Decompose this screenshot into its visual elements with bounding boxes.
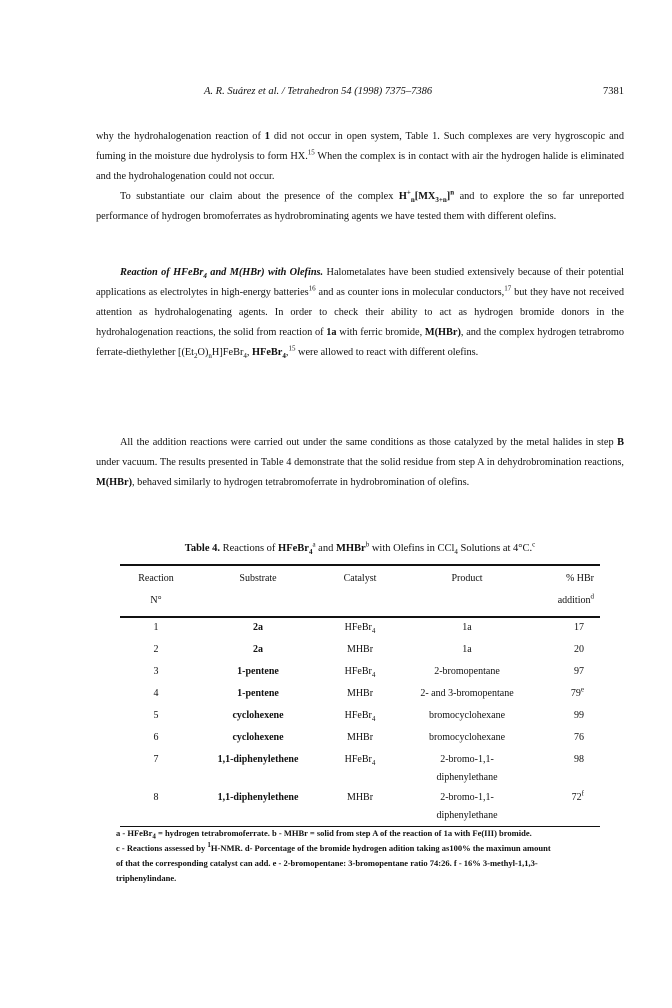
paragraph-2 xyxy=(96,187,624,227)
heading-text: and M(HBr) with Olefins. xyxy=(206,267,324,278)
formula-sub: 4 xyxy=(282,352,286,361)
cell-pct xyxy=(538,788,600,827)
text: with ferric bromide, xyxy=(336,327,425,338)
cell-catalyst xyxy=(324,684,396,706)
caption-sup: c xyxy=(532,540,536,549)
cell-pct xyxy=(538,706,600,728)
cell-substrate: cyclohexene xyxy=(232,710,284,721)
text: Halometalates have been studied extensively because of their potential applications as electrolytes in high-energy batteries xyxy=(96,267,625,298)
compound-ref: M(HBr) xyxy=(424,327,461,338)
table-body xyxy=(120,617,600,827)
footnote-sub: 4 xyxy=(152,832,156,841)
cell-catalyst xyxy=(324,662,396,684)
cell-pct xyxy=(538,728,600,750)
footnote-line: of that the corresponding catalyst can add. e - 2-bromopentane: 3-bromopentane ratio 74:26. f - 16% 3-methyl-1,1,3- xyxy=(116,858,538,868)
cell-reaction-no: 8 xyxy=(120,788,192,827)
pct-text: 98 xyxy=(574,754,584,765)
product-text-2: diphenylethane xyxy=(436,772,498,783)
caption-text: with Olefins in CCl xyxy=(369,543,455,554)
page-number: 7381 xyxy=(603,86,624,97)
cell-reaction-no: 6 xyxy=(153,732,159,743)
text: and as counter ions in molecular conductors, xyxy=(315,287,505,298)
caption-formula: HFeBr xyxy=(278,543,309,554)
cell-substrate: 2a xyxy=(253,622,263,633)
cell-product xyxy=(396,750,538,788)
caption-formula: MHBr xyxy=(335,543,366,554)
header-sup: d xyxy=(590,592,594,601)
text: why the hydrohalogenation reaction of xyxy=(96,131,265,142)
cell-substrate: 1,1-diphenylethene xyxy=(192,788,324,827)
cell-pct xyxy=(538,750,600,788)
footnote-text: c - Reactions assessed by xyxy=(116,843,208,853)
col-header-pct: % HBr xyxy=(538,565,600,591)
catalyst-sub: 4 xyxy=(371,627,376,635)
cell-catalyst xyxy=(324,750,396,788)
table-footnotes xyxy=(116,826,616,886)
product-text: bromocyclohexane xyxy=(428,710,506,721)
cell-reaction-no: 2 xyxy=(153,644,159,655)
step-ref: B xyxy=(617,437,624,448)
catalyst-text: MHBr xyxy=(346,732,374,743)
cell-catalyst xyxy=(324,617,396,640)
cell-pct xyxy=(538,662,600,684)
footnote-text: a - HFeBr xyxy=(116,828,153,838)
cell-pct xyxy=(538,640,600,662)
catalyst-text: MHBr xyxy=(346,792,374,803)
catalyst-text: HFeBr xyxy=(344,622,372,633)
cell-catalyst xyxy=(324,640,396,662)
text: O) xyxy=(197,347,209,358)
text: To substantiate our claim about the presence of the complex xyxy=(120,191,399,202)
table-row xyxy=(120,788,600,827)
cell-product xyxy=(396,728,538,750)
formula-sub: 3+n xyxy=(435,196,447,205)
cell-substrate: 1,1-diphenylethene xyxy=(217,754,299,765)
table-row xyxy=(120,750,600,788)
cell-catalyst xyxy=(324,728,396,750)
pct-sup: e xyxy=(580,685,584,694)
compound-ref: M(HBr) xyxy=(96,477,133,488)
product-text: bromocyclohexane xyxy=(428,732,506,743)
pct-sup: f xyxy=(581,789,584,798)
col-header-reaction-no: N° xyxy=(120,591,192,617)
cell-reaction-no: 3 xyxy=(153,666,159,677)
formula-sub: n xyxy=(410,196,415,205)
footnote-text: H-NMR. d- Porcentage of the bromide hydrogen adition taking as100% the maximun amount xyxy=(210,843,551,853)
citation: 15 xyxy=(288,344,296,353)
catalyst-text: HFeBr xyxy=(344,754,372,765)
text: , and the complex hydrogen tetrabromo ferrate-diethylether [(Et xyxy=(96,327,625,358)
citation: 17 xyxy=(504,284,512,293)
heading-text: Reaction of HFeBr xyxy=(120,267,204,278)
product-text: 1a xyxy=(462,622,472,633)
compound-ref: 1 xyxy=(264,131,270,142)
catalyst-text: MHBr xyxy=(346,644,374,655)
formula-sub: 2 xyxy=(194,352,198,361)
caption-text: and xyxy=(315,543,336,554)
product-text: 2-bromo-1,1- xyxy=(440,792,494,803)
caption-sub: 4 xyxy=(454,548,458,557)
catalyst-sub: 4 xyxy=(371,671,376,679)
product-text: 2-bromo-1,1- xyxy=(440,754,494,765)
col-header-reaction: Reaction xyxy=(120,565,192,591)
text: and to explore the so far unreported performance of hydrogen bromoferrates as hydrobrominating agents we have tested them with different olefins. xyxy=(96,191,624,222)
text: under vacuum. The results presented in Table 4 demonstrate that the solid residue from step A in dehydrobromination reactions, xyxy=(96,457,624,468)
col-header-product: Product xyxy=(396,565,538,591)
formula-sub: 4 xyxy=(243,352,247,361)
table-row xyxy=(120,728,600,750)
text: When the complex is in contact with air the hydrogen halide is eliminated and the hydrohalogenation could not occur. xyxy=(96,151,624,182)
citation: 15 xyxy=(307,148,315,157)
text: were allowed to react with different olefins. xyxy=(295,347,479,358)
pct-text: 79 xyxy=(570,688,581,699)
heading-sub: 4 xyxy=(203,272,207,281)
compound-ref: 1a xyxy=(326,327,337,338)
table-row xyxy=(120,617,600,640)
col-header-substrate: Substrate xyxy=(192,565,324,591)
cell-pct xyxy=(538,617,600,640)
cell-pct xyxy=(538,684,600,706)
formula-sub: n xyxy=(208,352,212,361)
paragraph-4 xyxy=(96,433,624,493)
cell-reaction-no: 1 xyxy=(153,622,159,633)
catalyst-sub: 4 xyxy=(371,759,376,767)
text: All the addition reactions were carried out under the same conditions as those catalyzed by the metal halides in step xyxy=(120,437,618,448)
formula: H xyxy=(398,191,407,202)
text: but they have not received attention as hydrohalogenating agents. In order to check their ability to act as hydrogen bromide donors in the hydrohalogenation reactions, the solid from reaction of xyxy=(96,287,624,338)
catalyst-text: HFeBr xyxy=(344,666,372,677)
pct-text: 76 xyxy=(574,732,584,743)
header-text: addition xyxy=(557,595,591,606)
cell-substrate: cyclohexene xyxy=(232,732,284,743)
running-head: A. R. Suárez et al. / Tetrahedron 54 (1998) 7375–7386 xyxy=(204,86,433,97)
formula: [MX xyxy=(414,191,436,202)
caption-sub: 4 xyxy=(308,548,313,557)
catalyst-text: HFeBr xyxy=(344,710,372,721)
text: , xyxy=(246,347,253,358)
cell-catalyst xyxy=(324,788,396,827)
cell-reaction-no: 5 xyxy=(153,710,159,721)
text: H]FeBr xyxy=(211,347,244,358)
cell-reaction-no: 4 xyxy=(153,688,159,699)
cell-product xyxy=(396,662,538,684)
text: , xyxy=(285,347,289,358)
caption-text: Reactions of xyxy=(220,543,279,554)
cell-catalyst xyxy=(324,706,396,728)
formula-sup: + xyxy=(406,188,411,197)
product-text: 2-bromopentane xyxy=(434,666,500,677)
results-table xyxy=(120,564,600,827)
paragraph-1 xyxy=(96,127,624,187)
cell-product xyxy=(396,617,538,640)
col-header-addition xyxy=(538,591,600,617)
product-text: 2- and 3-bromopentane xyxy=(420,688,514,699)
formula: ] xyxy=(446,191,451,202)
col-header-empty xyxy=(396,591,538,617)
cell-product xyxy=(396,706,538,728)
cell-substrate: 1-pentene xyxy=(237,688,279,699)
pct-text: 99 xyxy=(574,710,584,721)
section-heading xyxy=(120,267,324,281)
formula-sup: n xyxy=(450,188,455,197)
caption-text: Solutions at 4°C. xyxy=(457,543,533,554)
table-row xyxy=(120,640,600,662)
pct-text: 20 xyxy=(574,644,584,655)
caption-sup: a xyxy=(312,540,316,549)
cell-product xyxy=(396,684,538,706)
pct-text: 72 xyxy=(571,792,582,803)
catalyst-text: MHBr xyxy=(346,688,374,699)
text: , behaved similarly to hydrogen tetrabromoferrate in hydrobromination of olefins. xyxy=(132,477,470,488)
footnote-line xyxy=(116,826,616,841)
cell-product xyxy=(396,640,538,662)
pct-text: 97 xyxy=(574,666,584,677)
col-header-empty xyxy=(192,591,324,617)
product-text-2: diphenylethane xyxy=(436,810,498,821)
paragraph-3 xyxy=(96,263,624,363)
product-text: 1a xyxy=(462,644,472,655)
table-row xyxy=(120,662,600,684)
citation: 16 xyxy=(308,284,316,293)
catalyst-sub: 4 xyxy=(371,715,376,723)
cell-substrate: 1-pentene xyxy=(237,666,279,677)
caption-sup: b xyxy=(365,540,370,549)
table-4 xyxy=(96,540,624,827)
cell-product xyxy=(396,788,538,827)
text: did not occur in open system, Table 1. Such complexes are very hygroscopic and fuming in the moisture due hydrolysis to form HX. xyxy=(96,131,624,162)
cell-substrate: 2a xyxy=(253,644,263,655)
footnote-text: = hydrogen tetrabromoferrate. b - MHBr = solid from step A of the reaction of 1a with Fe(III) bromide. xyxy=(155,828,532,838)
caption-label: Table 4. xyxy=(184,543,220,554)
table-caption xyxy=(96,540,624,557)
footnote-sup: 1 xyxy=(207,841,211,850)
pct-text: 17 xyxy=(574,622,584,633)
footnote-line: triphenylindane. xyxy=(116,873,177,883)
col-header-empty xyxy=(324,591,396,617)
cell-reaction-no: 7 xyxy=(153,754,159,765)
compound-ref: HFeBr xyxy=(252,347,283,358)
table-row xyxy=(120,684,600,706)
footnote-line xyxy=(116,841,616,856)
table-row xyxy=(120,706,600,728)
col-header-catalyst: Catalyst xyxy=(324,565,396,591)
